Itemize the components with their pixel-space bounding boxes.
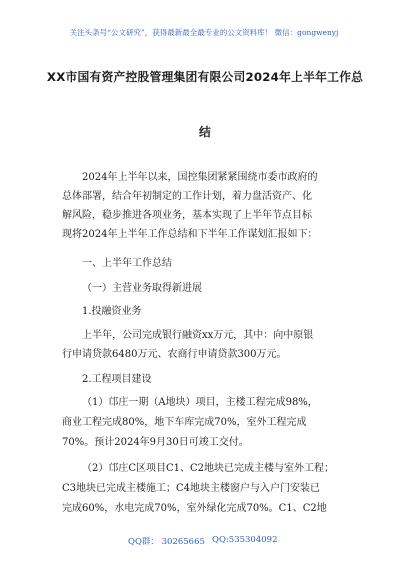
- paragraph-line: 解风险，稳步推进各项业务，基本实现了上半年节点目标: [62, 210, 312, 221]
- footer-qq-group: QQ群： 30265665: [128, 537, 205, 547]
- paragraph-line: 70%。预计2024年9月30日可竣工交付。: [62, 437, 249, 448]
- paragraph-line: 上半年，公司完成银行融资xx万元，其中：向中原银: [82, 330, 314, 341]
- paragraph-line: （1）邙庄一期（A地块）项目，主楼工程完成98%，: [82, 397, 318, 408]
- paragraph-line: 2024年上半年以来，国控集团紧紧围绕市委市政府的: [82, 172, 318, 183]
- paragraph-line: 现将2024年上半年工作总结和下半年工作谋划汇报如下：: [62, 229, 318, 240]
- footer-qq-contact: QQ:535304092: [212, 535, 278, 545]
- paragraph-line: （2）邙庄C区项目C1、C2地块已完成主楼与室外工程；: [82, 463, 335, 474]
- section-heading: 一、上半年工作总结: [82, 258, 172, 269]
- paragraph-line: 行申请贷款6480万元、农商行申请贷款300万元。: [62, 349, 287, 360]
- paragraph-line: C3地块已完成主楼施工；C4地块主楼窗户与入户门安装已: [62, 483, 321, 494]
- item-heading: 2.工程项目建设: [82, 374, 152, 385]
- document-title: XX市国有资产控股管理集团有限公司2024年上半年工作总: [46, 70, 364, 84]
- paragraph-line: 完成60%，水电完成70%，室外绿化完成70%。C1、C2地: [62, 503, 327, 514]
- paragraph-line: 总体部署，结合年初制定的工作计划，着力盘活资产、化: [62, 191, 312, 202]
- document-title-continued: 结: [199, 125, 211, 139]
- subsection-heading: （一）主营业务取得新进展: [82, 283, 202, 294]
- paragraph-line: 商业工程完成80%，地下车库完成70%，室外工程完成: [62, 417, 307, 428]
- item-heading: 1.投融资业务: [82, 306, 142, 317]
- header-banner: 关注头条号“公文研究”，获得最新最全最专业的公文资料库！ 微信：gongwenyj: [69, 28, 339, 37]
